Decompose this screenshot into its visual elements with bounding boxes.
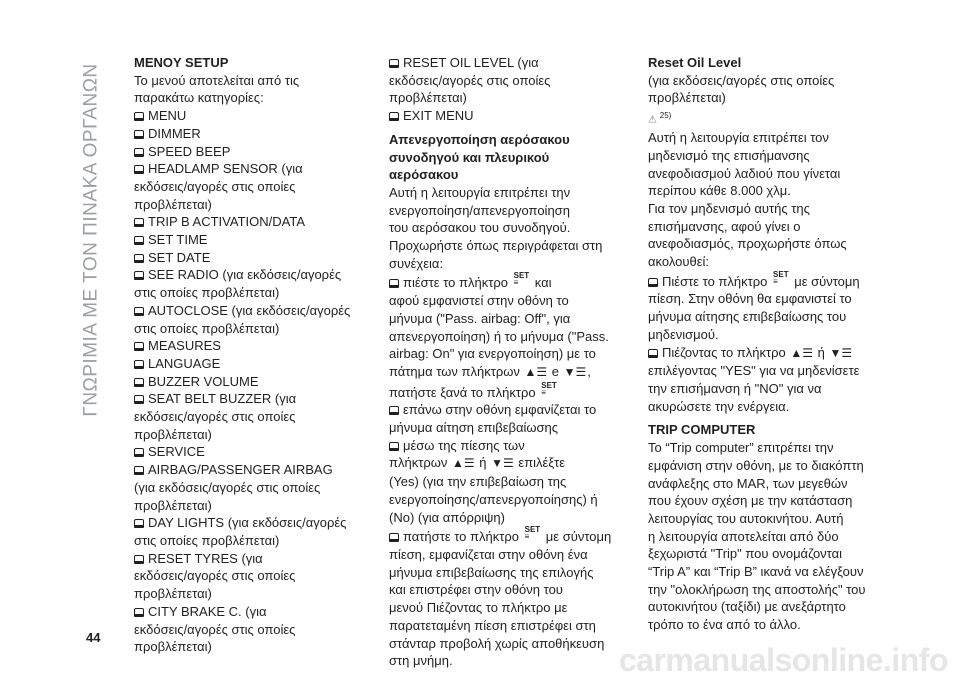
page-number: 44 [86,630,101,645]
menu-item: προβλέπεται) [134,196,212,212]
body-line: ανάφλεξης στο MAR, των μεγεθών [648,475,848,491]
square-bullet-icon [134,466,144,475]
square-bullet-icon [134,271,144,280]
step-line: την επισήμανση ή "NO" για να [648,380,822,396]
step-line: στη μνήμη. [389,653,453,669]
step-line: πάτημα των πλήκτρων ▲☰ e ▼☰, [389,363,621,382]
step-line: μηδενισμού. [648,326,719,342]
square-bullet-icon [134,307,144,316]
body-line: Το “Trip computer” επιτρέπει την [648,440,834,456]
menu-item: RESET TYRES (για [134,550,366,568]
body-line: Προχωρήστε όπως περιγράφεται στη [389,238,603,254]
body-line: Για τον μηδενισμό αυτής της [648,200,810,216]
intro-line: παρακάτω κατηγορίες: [134,90,264,106]
body-line: τρόπο το ένα από το άλλο. [648,617,801,633]
trip-computer-heading: TRIP COMPUTER [648,422,756,438]
body-line: επισήμανσης, αφού γίνει ο [648,218,801,234]
menu-item: MEASURES [134,337,366,355]
menu-item: TRIP B ACTIVATION/DATA [134,213,366,231]
square-bullet-icon [134,360,144,369]
menu-item: CITY BRAKE C. (για [134,603,366,621]
up-arrow-button-icon: ▲☰ [524,364,548,379]
menu-item: EXIT MENU [389,107,621,125]
step-line: επάνω στην οθόνη εμφανίζεται το [389,401,621,419]
menu-item: προβλέπεται) [134,497,212,513]
menu-setup-heading: MENOY SETUP [134,55,229,70]
airbag-heading-line: Απενεργοποίηση αερόσακου [389,131,570,147]
menu-item: AIRBAG/PASSENGER AIRBAG [134,461,366,479]
square-bullet-icon [648,278,658,287]
menu-item: SET DATE [134,249,366,267]
menu-item: στις οποίες προβλέπεται) [134,532,280,548]
square-bullet-icon [134,555,144,564]
square-bullet-icon [134,254,144,263]
step-line: μήνυμα αίτηση επιβεβαίωσης [389,420,559,436]
menu-item-list-continued [389,54,621,125]
square-bullet-icon [389,279,399,288]
step-line: και επιστρέφει στην οθόνη του [389,582,563,598]
square-bullet-icon [389,59,399,68]
column-1 [134,54,366,656]
body-line: Αυτή η λειτουργία επιτρέπει την [389,184,571,200]
down-arrow-button-icon: ▼☰ [829,345,853,360]
set-button-icon: SET ≡ [541,380,557,397]
reset-oil-heading: Reset Oil Level [648,55,742,70]
square-bullet-icon [134,218,144,227]
menu-item: HEADLAMP SENSOR (για [134,160,366,178]
square-bullet-icon [134,236,144,245]
menu-item: DAY LIGHTS (για εκδόσεις/αγορές [134,514,366,532]
menu-item: προβλέπεται) [134,586,212,602]
menu-item: MENU [134,107,366,125]
menu-item-list [134,107,366,656]
side-chapter-title: ΓΝΩΡΙΜΙΑ ΜΕ ΤΟΝ ΠΙΝΑΚΑ ΟΡΓΑΝΩΝ [81,63,103,417]
step-line: μενού Πιέζοντας το πλήκτρο με [389,600,568,616]
menu-item: SERVICE [134,443,366,461]
body-line: μηδενισμό της επισήμανσης [648,147,810,163]
menu-item: LANGUAGE [134,355,366,373]
up-arrow-button-icon: ▲☰ [452,456,475,471]
airbag-heading-line: συνοδηγού και πλευρικού [389,149,550,165]
step-line: πατήστε το πλήκτρο SET ≡ με σύντομη [389,526,621,546]
step-line: επιλέγοντας "YES" για να μηδενίσετε [648,363,860,379]
step-line: στάνταρ προβολή χωρίς αποθήκευση [389,635,605,651]
menu-item: στις οποίες προβλέπεται) [134,285,280,301]
body-line: λειτουργίας του αυτοκινήτου. Αυτή [648,510,844,526]
body-line: ακολουθεί: [648,254,710,270]
step-line: πίεση, εμφανίζεται στην οθόνη ένα [389,546,588,562]
body-line: Αυτή η λειτουργία επιτρέπει τον [648,130,829,146]
body-line: περίπου κάθε 8.000 χλμ. [648,183,791,199]
menu-item: εκδόσεις/αγορές στις οποίες [134,178,296,194]
menu-item: SEAT BELT BUZZER (για [134,390,366,408]
menu-item: DIMMER [134,125,366,143]
menu-item: προβλέπεται) [134,426,212,442]
menu-item: SET TIME [134,231,366,249]
body-line: εμφάνιση στην οθόνη, με το διακόπτη [648,457,864,473]
square-bullet-icon [134,448,144,457]
column-3 [648,54,880,634]
body-line: συνέχεια: [389,255,444,271]
body-line: την "ολοκλήρωση της αποστολής" του [648,581,866,597]
body-line: ενεργοποίηση/απενεργοποίηση [389,202,570,218]
step-line: μέσω της πίεσης των [389,437,621,455]
square-bullet-icon [389,533,399,542]
warning-triangle-icon: ⚠ [648,114,657,126]
set-button-icon: SET ≡ [513,271,530,288]
step-line: παρατεταμένη πίεση επιστρέφει στη [389,617,596,633]
square-bullet-icon [648,349,658,358]
watermark: carmanualsonline.info [618,642,948,678]
body-line: ξεχωριστά "Trip" που ονομάζονται [648,546,843,562]
square-bullet-icon [134,130,144,139]
menu-item: AUTOCLOSE (για εκδόσεις/αγορές [134,302,366,320]
step-line: ακυρώσετε την ενέργεια. [648,398,790,414]
step-line: μήνυμα επιβεβαίωσης της επιλογής [389,564,594,580]
up-arrow-button-icon: ▲☰ [790,345,814,360]
square-bullet-icon [134,342,144,351]
step-line: μήνυμα ("Pass. airbag: Off", για [389,310,571,326]
body-line: ανεφοδιασμού λαδιού που γίνεται [648,165,841,181]
square-bullet-icon [389,442,399,451]
square-bullet-icon [134,148,144,157]
menu-item: RESET OIL LEVEL (για [389,54,621,72]
body-line: του αερόσακου του συνοδηγού. [389,220,571,236]
column-2 [389,54,621,670]
menu-item: στις οποίες προβλέπεται) [134,320,280,336]
square-bullet-icon [134,378,144,387]
body-line: αυτοκινήτου (ταξίδι) με ανεξάρτητο [648,599,846,615]
square-bullet-icon [134,165,144,174]
menu-item: προβλέπεται) [134,639,212,655]
menu-item: (για εκδόσεις/αγορές στις οποίες [134,479,321,495]
square-bullet-icon [134,519,144,528]
step-line: ενεργοποίησης/απενεργοποίησης) ή [389,491,598,507]
trip-computer-body [648,439,880,634]
body-line: που έχουν σχέση με την κατάσταση [648,493,853,509]
square-bullet-icon [134,395,144,404]
step-line: (Yes) (για την επιβεβαίωση της [389,474,567,490]
body-line: η λειτουργία αποτελείται από δύο [648,528,839,544]
menu-item: BUZZER VOLUME [134,373,366,391]
square-bullet-icon [134,112,144,121]
menu-item: εκδόσεις/αγορές στις οποίες [389,72,551,88]
step-line: (No) (για απόρριψη) [389,509,505,525]
warning-reference: ⚠ $^{25)}$ [648,111,672,126]
step-line: πίεση. Στην οθόνη θα εμφανιστεί το [648,291,852,307]
step-line: πατήστε ξανά το πλήκτρο SET ≡ [389,380,557,400]
down-arrow-button-icon: ▼☰ [563,364,587,379]
square-bullet-icon [134,608,144,617]
step-line: πιέστε το πλήκτρο SET ≡ και [389,272,621,292]
airbag-heading-line: αερόσακου [389,167,459,183]
set-button-icon: SET ≡ [524,525,541,542]
set-button-icon: SET ≡ [773,269,789,286]
step-line: αφού εμφανιστεί στην οθόνη το [389,293,569,309]
menu-item: SEE RADIO (για εκδόσεις/αγορές [134,266,366,284]
menu-item: εκδόσεις/αγορές στις οποίες [134,621,296,637]
square-bullet-icon [389,406,399,415]
down-arrow-button-icon: ▼☰ [491,456,514,471]
step-line: μήνυμα αίτησης επιβεβαίωσης του [648,309,847,325]
subtitle-line: προβλέπεται) [648,90,726,106]
step-line: απενεργοποίηση) ή το μήνυμα ("Pass. [389,328,609,344]
step-line: Πιέστε το πλήκτρο SET ≡ με σύντομη [648,271,880,291]
square-bullet-icon [389,112,399,121]
body-line: ανεφοδιασμός, προχωρήστε όπως [648,236,847,252]
intro-line: Το μενού αποτελείται από τις [134,72,300,88]
menu-item: SPEED BEEP [134,143,366,161]
step-line: πλήκτρων ▲☰ ή ▼☰ επιλέξτε [389,454,621,473]
menu-item: εκδόσεις/αγορές στις οποίες [134,568,296,584]
menu-item: προβλέπεται) [389,90,467,106]
body-line: “Trip A” και “Trip B” ικανά να ελέγξουν [648,564,864,580]
step-line: airbag: On" για ενεργοποίηση) με το [389,346,596,362]
subtitle-line: (για εκδόσεις/αγορές στις οποίες [648,72,835,88]
menu-item: εκδόσεις/αγορές στις οποίες [134,409,296,425]
step-line: Πιέζοντας το πλήκτρο ▲☰ ή ▼☰ [648,344,880,363]
